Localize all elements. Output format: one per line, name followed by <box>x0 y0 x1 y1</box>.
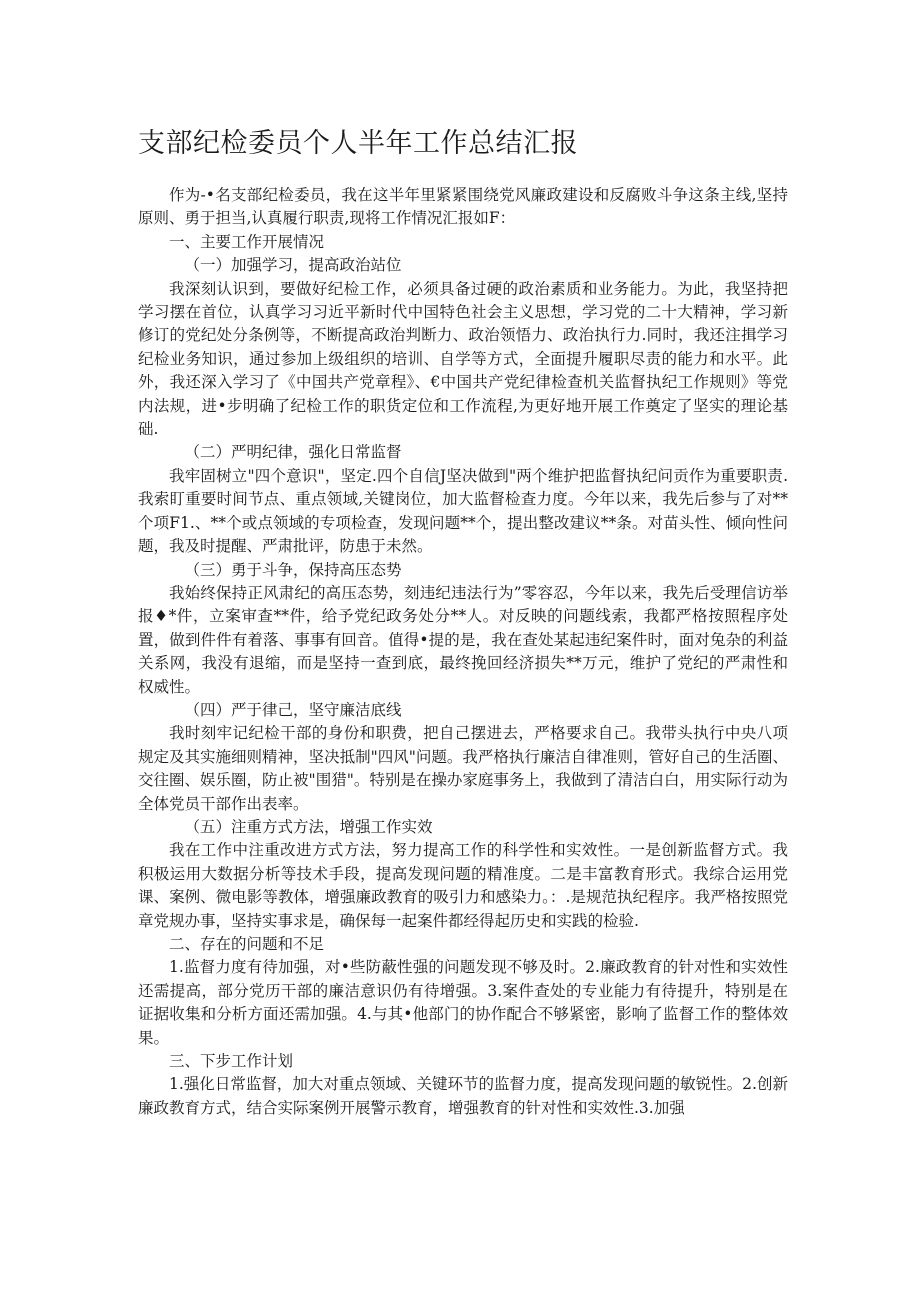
paragraph-study: 我深刻认识到，要做好纪检工作，必须具备过硬的政治素质和业务能力。为此，我坚持把学习摆在首位，认真学习习近平新时代中国特色社会主义思想，学习党的二十大精神，学习新修订的党纪处分条例等，不断提高政治判断力、政治领悟力、政治执行力.同时，我还注揖学习纪检业务知识，通过参加上级组织的培训、自学等方式，全面提升履职尽责的能力和水平。此外，我还深入学习了《中国共产党章程》、€中国共产党纪律检查机关监督执纪工作规则》等党内法规，进•步明确了纪检工作的职货定位和工作流程,为更好地开展工作奠定了坚实的理论基础. <box>138 279 788 439</box>
subsection-heading-discipline: （二）严明纪律，强化日常监督 <box>184 443 402 462</box>
document-title: 支部纪检委员个人半年工作总结汇报 <box>138 128 578 159</box>
paragraph-self-discipline: 我时刻牢记纪检干部的身份和职费，把自己摆进去，严格要求自己。我带头执行中央八项规定及其实施细则精神，坚决抵制"四风"问题。我严格执行廉洁自律准则，管好自己的生活圈、交往圈、娱乐圈，防止被"围猎"。特别是在操办家庭事务上，我做到了清洁白白，用实际行动为全体党员干部作出表率。 <box>138 724 788 813</box>
subsection-heading-self-discipline: （四）严于律己，坚守廉洁底线 <box>184 700 402 719</box>
section-heading-problems: 二、存在的问题和不足 <box>169 935 325 953</box>
paragraph-struggle: 我始终保持正风肃纪的高压态势，刻违纪违法行为”零容忍，今年以来，我先后受理信访举报♦*件，立案审查**件，给予党纪政务处分**人。对反映的问题线索，我都严格按照程序处置，做到件件有着落、事事有回音。值得•提的是，我在查处某起违纪案件时，面对兔杂的利益关系网，我没有退缩，而是坚持一查到底，最终挽回经济损失**万元，维护了党纪的严肃性和权威性。 <box>138 583 788 696</box>
subsection-heading-methods: （五）注重方式方法，增强工作实效 <box>184 817 433 836</box>
subsection-heading-study: （一）加强学习，提高政治站位 <box>184 256 402 275</box>
section-heading-main-work: 一、主要工作开展情况 <box>169 232 325 251</box>
intro-paragraph: 作为-•名支部纪检委员，我在这半年里紧紧围绕党风廉政建设和反腐败斗争这条主线,坚持原则、勇于担当,认真履行职责,现将工作情况汇报如F： <box>138 186 788 228</box>
paragraph-methods: 我在工作中注重改进方式方法，努力提高工作的科学性和实效性。一是创新监督方式。我积极运用大数据分析等技术手段，提高发现问题的精准度。二是丰富教育形式。我综合运用党课、案例、微电影等教体，增强廉政教育的吸引力和感染力。：.是规范执纪程序。我严格按照党章党规办事，坚持实事求是，确保每一起案件都经得起历史和实践的检验. <box>138 841 788 930</box>
section-heading-next-plan: 三、下步工作计划 <box>169 1052 294 1071</box>
document-page <box>138 124 788 1120</box>
paragraph-problems: 1.监督力度有待加强，对•些防蔽性强的问题发现不够及时。2.廉政教育的针对性和实效性还需提高，部分党历干部的廉洁意识仍有待增强。3.案件查处的专业能力有待提升，特别是在证据收集和分析方面还需加强。4.与其•他部门的协作配合不够紧密，影响了监督工作的整体效果。 <box>138 958 788 1047</box>
subsection-heading-struggle: （三）勇于斗争，保持高压态势 <box>184 560 402 579</box>
paragraph-next-plan: 1.强化日常监督，加大对重点领域、关键环节的监督力度，提高发现问题的敏锐性。2.创新廉政教育方式，结合实际案例开展警示教育，增强教育的针对性和实效性.3.加强 <box>138 1075 788 1117</box>
paragraph-discipline: 我牢固树立"四个意识"，坚定.四个自信J坚决做到"两个维护把监督执纪问贡作为重要职责.我索盯重要时间节点、重点领域,关键岗位，加大监督检查力度。今年以来，我先后参与了对**个项F1.、**个或点领域的专项检查，发现问题**个，提出整改建议**条。对苗头性、倾向性问题，我及时提醒、严肃批评，防患于未然。 <box>138 466 788 556</box>
